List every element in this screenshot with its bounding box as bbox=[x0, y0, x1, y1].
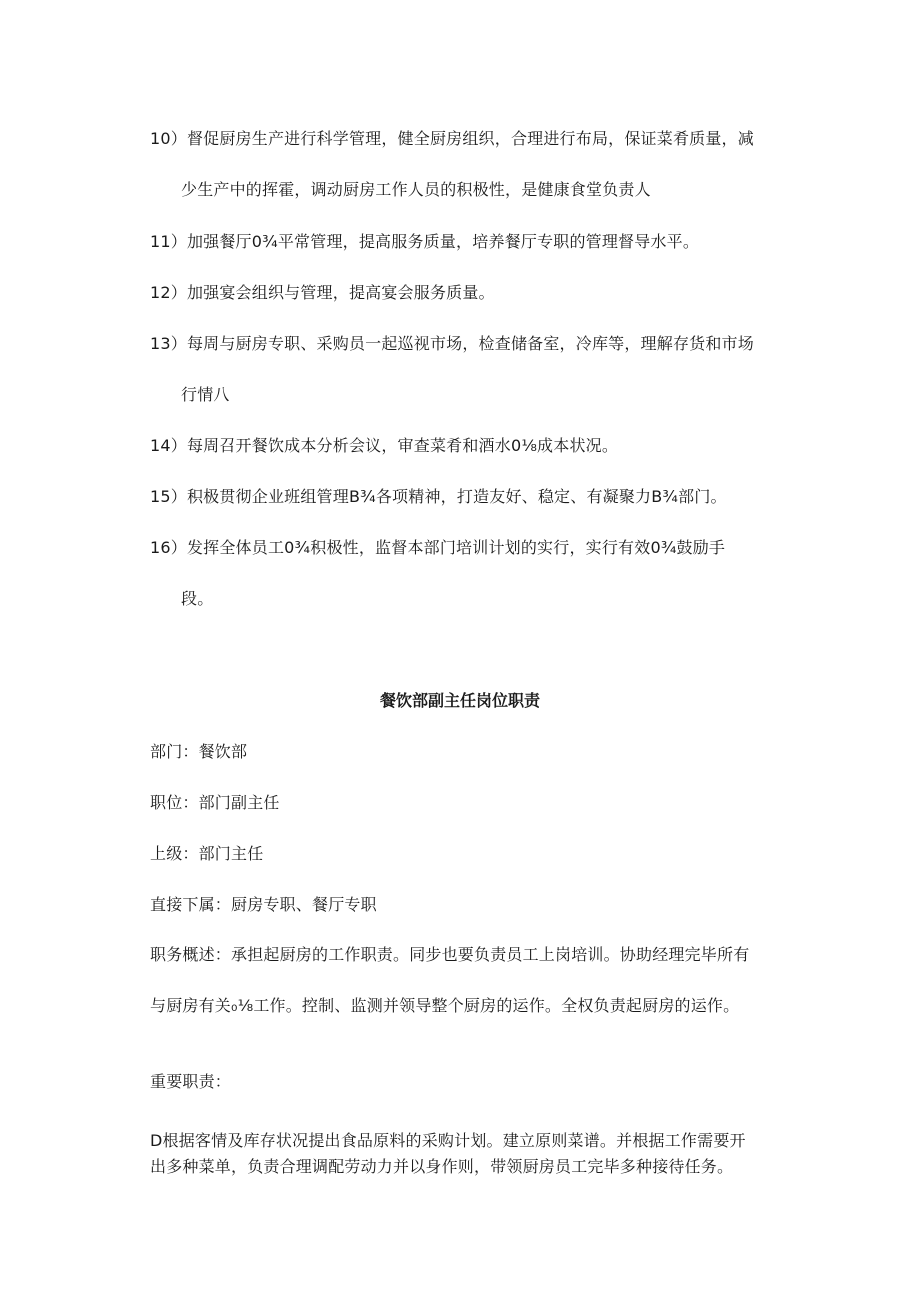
list-item-16-line1: 16）发挥全体员工0¾积极性，监督本部门培训计划的实行，实行有效0¾鼓励手 bbox=[150, 538, 726, 557]
list-item-11: 11）加强餐厅0¾平常管理，提高服务质量，培养餐厅专职的管理督导水平。 bbox=[150, 232, 700, 251]
list-item-10-line1: 10）督促厨房生产进行科学管理，健全厨房组织，合理进行布局，保证菜肴质量，减 bbox=[150, 129, 754, 148]
overview-line1: 职务概述：承担起厨房的工作职责。同步也要负责员工上岗培训。协助经理完毕所有 bbox=[150, 945, 750, 964]
list-item-13-line1: 13）每周与厨房专职、采购员一起巡视市场，检查储备室，冷库等，理解存货和市场 bbox=[150, 334, 754, 353]
position-line: 职位：部门副主任 bbox=[150, 793, 280, 812]
list-item-13-line2: 行情八 bbox=[181, 385, 230, 404]
list-item-10-line2: 少生产中的挥霍，调动厨房工作人员的积极性，是健康食堂负责人 bbox=[181, 180, 651, 199]
duties-heading: 重要职责： bbox=[150, 1072, 232, 1091]
list-item-15: 15）积极贯彻企业班组管理B¾各项精神，打造友好、稳定、有凝聚力B¾部门。 bbox=[150, 487, 727, 506]
overview-line2: 与厨房有关₀⅛工作。控制、监测并领导整个厨房的运作。全权负责起厨房的运作。 bbox=[150, 996, 740, 1015]
list-item-14: 14）每周召开餐饮成本分析会议，审查菜肴和酒水0⅛成本状况。 bbox=[150, 436, 619, 455]
subordinates-line: 直接下属：厨房专职、餐厅专职 bbox=[150, 895, 377, 914]
section-title: 餐饮部副主任岗位职责 bbox=[379, 691, 540, 710]
duty-1-line1: D根据客情及库存状况提出食品原料的采购计划。建立原则菜谱。并根据工作需要开 bbox=[150, 1131, 746, 1150]
duty-1-line2: 出多种菜单，负责合理调配劳动力并以身作则，带领厨房员工完毕多种接待任务。 bbox=[150, 1157, 734, 1176]
list-item-16-line2: 段。 bbox=[181, 589, 214, 608]
department-line: 部门：餐饮部 bbox=[150, 742, 248, 761]
superior-line: 上级：部门主任 bbox=[150, 844, 264, 863]
list-item-12: 12）加强宴会组织与管理，提高宴会服务质量。 bbox=[150, 283, 495, 302]
